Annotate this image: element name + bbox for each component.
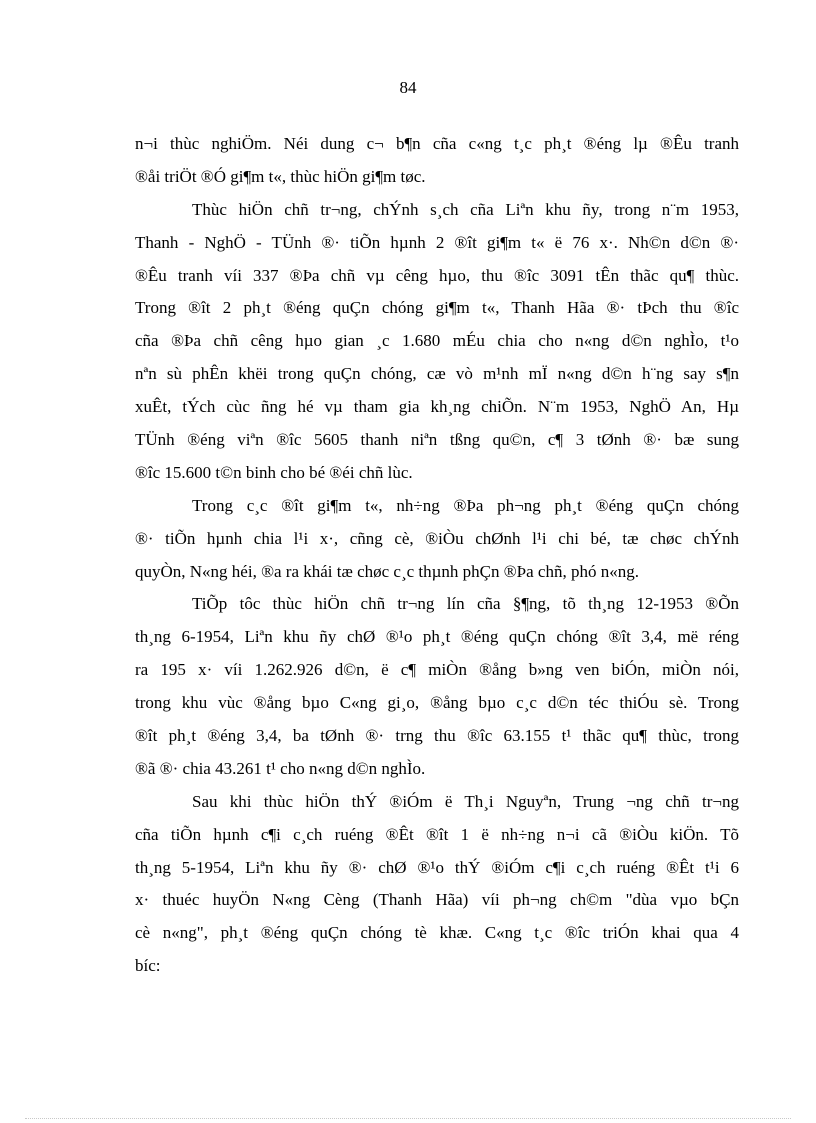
text-line: n¬i thùc nghiÖm. Néi dung c¬ b¶n cña c«ng t¸c ph¸t ®éng lµ ®Êu tranh [135,134,739,153]
text-line: ra 195 x· víi 1.262.926 d©n, ë c¶ miÒn ®ång b»ng ven biÓn, miÒn nói, [135,660,739,680]
text-line: Trong ®ît 2 ph¸t ®éng quÇn chóng gi¶m t«, Thanh Hãa ®· tÞch thu ®îc [135,298,739,318]
text-line: TÜnh ®éng viªn ®îc 5605 thanh niªn tßng qu©n, c¶ 3 tØnh ®· bæ sung [135,430,739,450]
text-line: ®· tiÕn hµnh chia l¹i x·, cñng cè, ®iÒu chØnh l¹i chi bé, tæ chøc chÝnh [135,528,739,548]
text-line: th¸ng 5-1954, Liªn khu ñy ®· chØ ®¹o thÝ ®iÓm c¶i c¸ch ruéng ®Êt t¹i 6 [135,857,739,877]
text-line: Thanh - NghÖ - TÜnh ®· tiÕn hµnh 2 ®ît gi¶m t« ë 76 x·. Nh©n d©n ®· [135,232,739,252]
page-bottom-border [25,1118,791,1119]
body-text [135,128,739,983]
text-line: ®ã ®· chia 43.261 t¹ cho n«ng d©n nghÌo. [135,758,426,778]
text-line: cña tiÕn hµnh c¶i c¸ch ruéng ®Êt ®ît 1 ë nh÷ng n¬i cã ®iÒu kiÖn. Tõ [135,824,739,844]
paragraph-first-line: TiÕp tôc thùc hiÖn chñ tr¬ng lín cña §¶ng, tõ th¸ng 12-1953 ®Õn [192,594,739,614]
text-line: ®îc 15.600 t©n binh cho bé ®éi chñ lùc. [135,462,413,482]
paragraph-first-line: Sau khi thùc hiÖn thÝ ®iÓm ë Th¸i Nguyªn, Trung ¬ng chñ tr¬ng [192,791,739,811]
text-line: trong khu vùc ®ång bµo C«ng gi¸o, ®ång bµo c¸c d©n téc thiÓu sè. Trong [135,693,739,713]
text-line: ®åi triÖt ®Ó gi¶m t«, thùc hiÖn gi¶m tøc. [135,166,426,186]
text-line: xuÊt, tÝch cùc ñng hé vµ tham gia kh¸ng chiÕn. N¨m 1953, NghÖ An, Hµ [135,397,739,417]
paragraph-first-line: Trong c¸c ®ît gi¶m t«, nh÷ng ®Þa ph¬ng ph¸t ®éng quÇn chóng [192,495,739,515]
text-line: th¸ng 6-1954, Liªn khu ñy chØ ®¹o ph¸t ®éng quÇn chóng ®ît 3,4, më réng [135,627,739,647]
page-number: 84 [399,78,417,97]
text-line: cè n«ng", ph¸t ®éng quÇn chóng tè khæ. C«ng t¸c ®îc triÓn khai qua 4 [135,923,739,943]
text-line: ®ît ph¸t ®éng 3,4, ba tØnh ®· trng thu ®îc 63.155 t¹ thãc qu¶ thùc, trong [135,726,739,746]
text-line: ®Êu tranh víi 337 ®Þa chñ vµ cêng hµo, thu ®îc 3091 tÊn thãc qu¶ thùc. [135,265,739,285]
text-line: x· thuéc huyÖn N«ng Cèng (Thanh Hãa) víi ph¬ng ch©m "dùa vµo bÇn [135,890,739,910]
text-line: quyÒn, N«ng héi, ®a ra khái tæ chøc c¸c thµnh phÇn ®Þa chñ, phó n«ng. [135,561,639,581]
text-line: nªn sù phÊn khëi trong quÇn chóng, cæ vò m¹nh mÏ n«ng d©n h¨ng say s¶n [135,364,739,384]
text-line: bíc: [135,956,161,976]
paragraph-first-line: Thùc hiÖn chñ tr¬ng, chÝnh s¸ch cña Liªn khu ñy, trong n¨m 1953, [192,199,739,219]
text-line: cña ®Þa chñ cêng hµo gian ¸c 1.680 mÉu chia cho n«ng d©n nghÌo, t¹o [135,331,739,351]
